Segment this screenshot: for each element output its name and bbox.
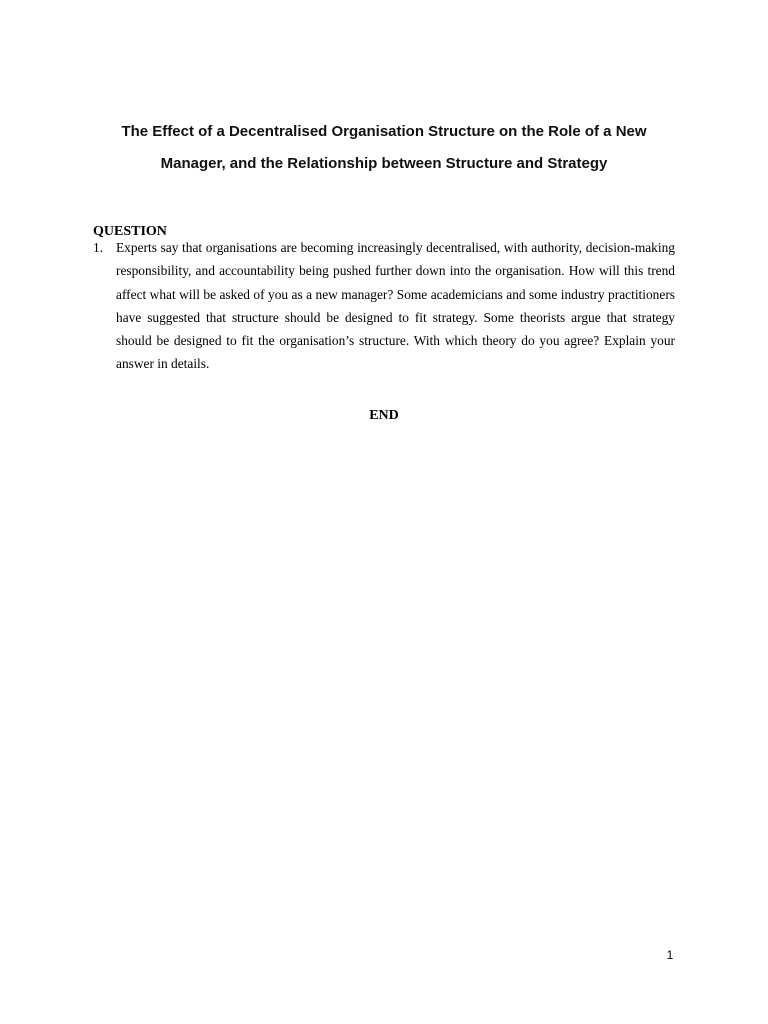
question-list [93, 236, 675, 376]
question-section-label: QUESTION [93, 224, 167, 239]
page-number: 1 [666, 948, 674, 962]
end-marker: END [369, 408, 399, 423]
document-title [60, 116, 708, 180]
title-line-1: The Effect of a Decentralised Organisation Structure on the Role of a New [121, 123, 647, 140]
question-item [93, 236, 675, 376]
question-text: Experts say that organisations are becoming increasingly decentralised, with authority, decision-making responsibility, and accountability being pushed further down into the organisation. How will this trend affect what will be asked of you as a new manager? Some academicians and some industry practitioners have suggested that structure should be designed to fit strategy. Some theorists argue that strategy should be designed to fit the organisation’s structure. With which theory do you agree? Explain your answer in details. [116, 240, 675, 372]
title-line-2: Manager, and the Relationship between Structure and Strategy [160, 155, 608, 172]
question-number: 1. [93, 240, 104, 255]
